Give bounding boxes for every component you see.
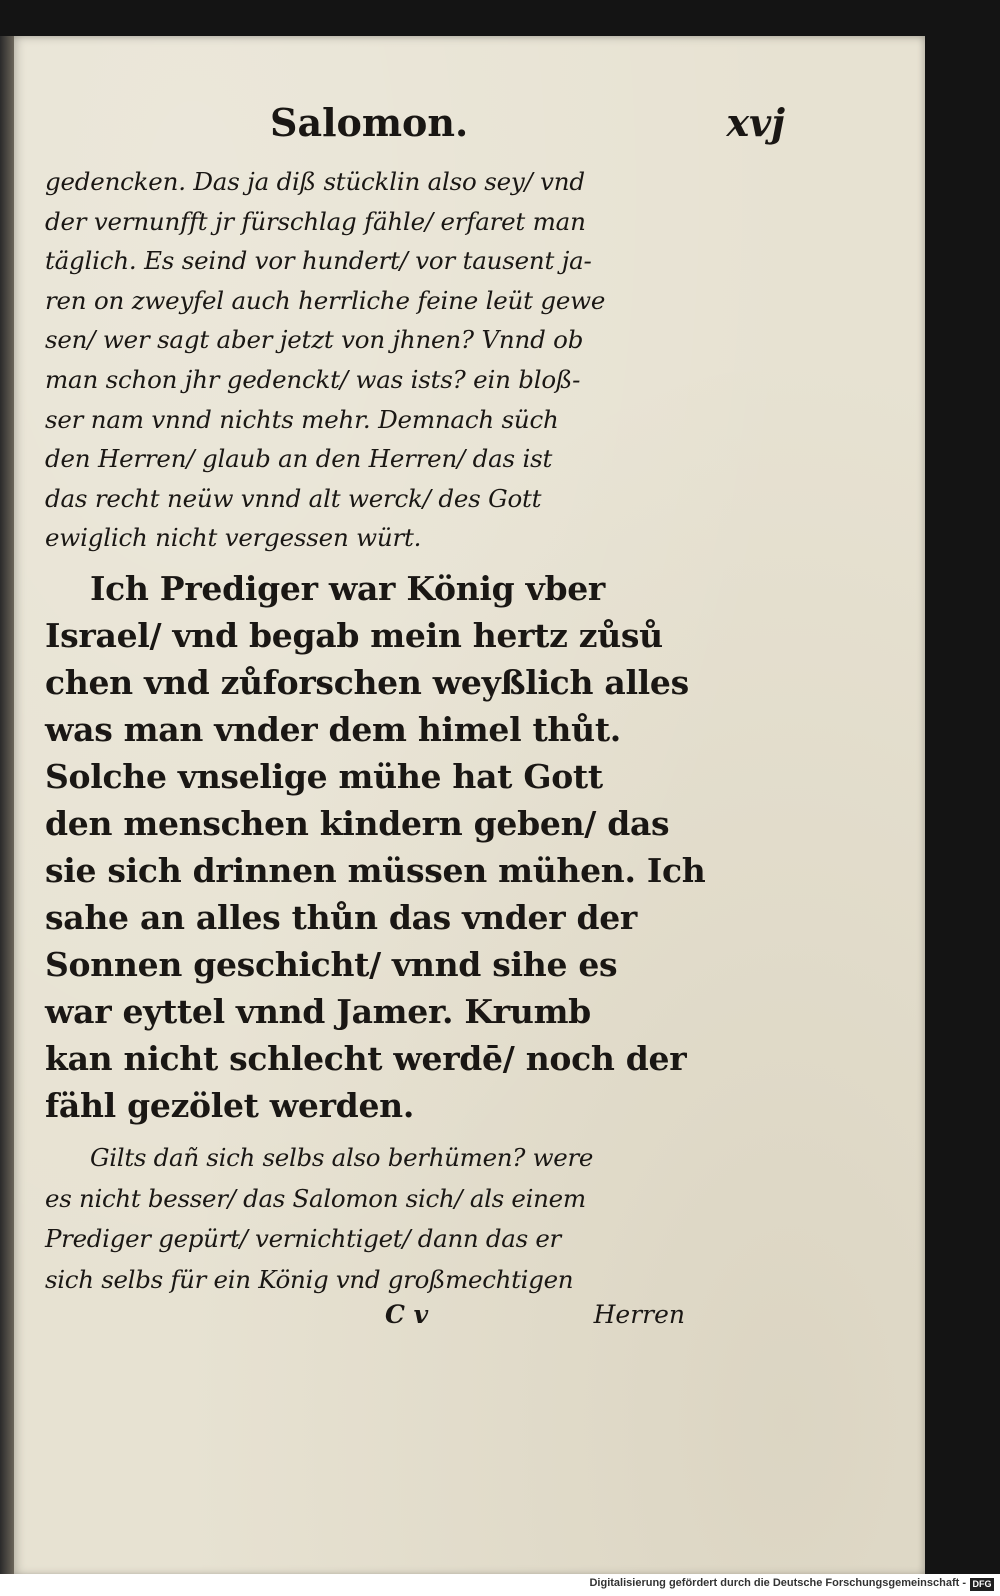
gloss-paragraph-1: [45, 162, 685, 558]
running-title: Salomon.: [270, 100, 469, 145]
text-line: Ich Prediger war König vber: [90, 569, 606, 608]
gloss-paragraph-2: [45, 1138, 685, 1300]
text-line: kan nicht schlecht werdē/ noch der: [45, 1039, 687, 1078]
text-line: ser nam vnnd nichts mehr. Demnach süch: [45, 404, 559, 434]
text-line: Sonnen geschicht/ vnnd sihe es: [45, 945, 618, 984]
scripture-passage: [45, 565, 706, 1129]
text-line: es nicht besser/ das Salomon sich/ als einem: [45, 1183, 586, 1213]
text-line: sen/ wer sagt aber jetzt von jhnen? Vnnd ob: [45, 325, 584, 355]
page-spine-edge: [0, 36, 14, 1576]
page-header: [45, 100, 785, 150]
text-line: den Herren/ glaub an den Herren/ das ist: [45, 444, 553, 474]
text-line: sie sich drinnen müssen mühen. Ich: [45, 851, 706, 890]
text-line: Israel/ vnd begab mein hertz zůsů: [45, 616, 663, 655]
text-line: man schon jhr gedenckt/ was ists? ein bloß-: [45, 364, 581, 394]
text-line: das recht neüw vnnd alt werck/ des Gott: [45, 483, 542, 513]
text-line: der vernunfft jr fürschlag fähle/ erfaret man: [45, 206, 586, 236]
text-line: ewiglich nicht vergessen würt.: [45, 523, 422, 553]
text-line: was man vnder dem himel thůt.: [45, 710, 621, 749]
catchword: Herren: [593, 1300, 685, 1329]
text-line: fähl gezölet werden.: [45, 1086, 415, 1125]
folio-number: xvj: [726, 100, 785, 145]
text-line: Solche vnselige mühe hat Gott: [45, 757, 603, 796]
text-line: gedencken. Das ja diß stücklin also sey/ vnd: [45, 167, 585, 196]
signature-mark: C v: [385, 1300, 429, 1329]
text-line: chen vnd zůforschen weyßlich alles: [45, 663, 689, 702]
funding-credit: Digitalisierung gefördert durch die Deutsche Forschungsgemeinschaft -: [589, 1577, 966, 1589]
text-line: Gilts dañ sich selbs also berhümen? were: [90, 1143, 594, 1172]
text-line: sahe an alles thůn das vnder der: [45, 898, 638, 937]
text-line: täglich. Es seind vor hundert/ vor tausent ja-: [45, 246, 592, 276]
text-line: Prediger gepürt/ vernichtiget/ dann das er: [45, 1224, 561, 1253]
credit-bar: [0, 1574, 1000, 1596]
text-line: den menschen kindern geben/ das: [45, 804, 670, 843]
text-line: war eyttel vnnd Jamer. Krumb: [45, 992, 591, 1031]
text-line: sich selbs für ein König vnd großmechtigen: [45, 1264, 574, 1294]
dfg-logo: DFG: [970, 1578, 994, 1591]
text-line: ren on zweyfel auch herrliche feine leüt gewe: [45, 285, 606, 315]
page-footer: [45, 1300, 685, 1340]
